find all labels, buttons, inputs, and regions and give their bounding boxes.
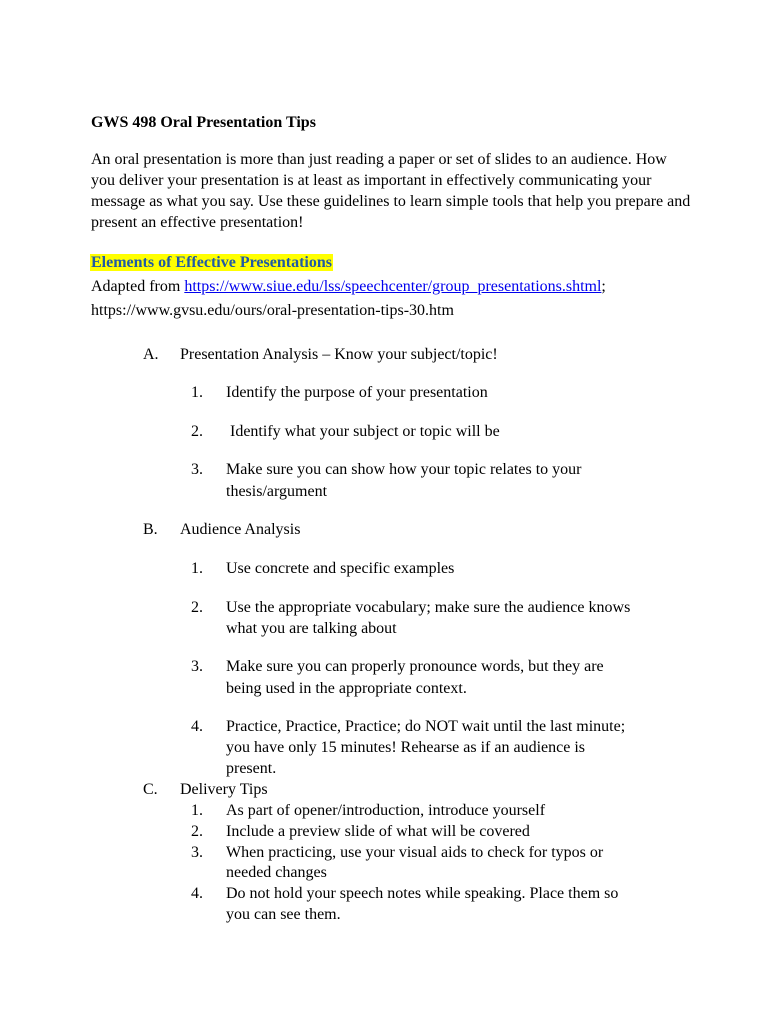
list-item-text: Use the appropriate vocabulary; make sure the audience knows	[226, 599, 631, 616]
list-item-text: Use concrete and specific examples	[226, 560, 455, 577]
siue-link[interactable]: https://www.siue.edu/lss/speechcenter/group_presentations.shtml	[184, 278, 602, 295]
list-item-text: what you are talking about	[226, 620, 397, 637]
list-number: 4.	[191, 718, 203, 735]
list-item-text: being used in the appropriate context.	[226, 680, 467, 697]
list-item-text: thesis/argument	[226, 483, 328, 500]
list-item-text: present.	[226, 760, 277, 777]
list-item-text: Identify what your subject or topic will be	[226, 423, 500, 440]
intro-paragraph: An oral presentation is more than just reading a paper or set of slides to an audience. How you deliver your presentation is at least as important in effectively communicating your message as what you say. Use these guidelines to learn simple tools that help you prepare and present an effective presentation!	[91, 151, 691, 231]
list-item-text: Make sure you can properly pronounce words, but they are	[226, 658, 604, 675]
section-heading-text: Elements of Effective Presentations	[91, 254, 332, 271]
list-number: 3.	[191, 844, 203, 861]
list-number: 3.	[191, 658, 203, 675]
list-item-text: As part of opener/introduction, introduce yourself	[226, 802, 546, 819]
section-letter: B.	[143, 521, 158, 538]
list-item-text: Practice, Practice, Practice; do NOT wait until the last minute;	[226, 718, 626, 735]
section-title: Audience Analysis	[180, 521, 301, 538]
list-number: 2.	[191, 423, 203, 440]
list-item-text: you can see them.	[226, 906, 341, 923]
document-title: GWS 498 Oral Presentation Tips	[91, 114, 316, 131]
adapted-separator: ;	[601, 278, 606, 295]
list-item-text: When practicing, use your visual aids to check for typos or	[226, 844, 604, 861]
section-letter: C.	[143, 781, 158, 798]
adapted-line	[91, 276, 606, 297]
list-number: 4.	[191, 885, 203, 902]
list-number: 2.	[191, 599, 203, 616]
section-heading	[90, 252, 333, 273]
list-item-text: Include a preview slide of what will be covered	[226, 823, 530, 840]
list-number: 1.	[191, 384, 203, 401]
list-number: 1.	[191, 560, 203, 577]
gvsu-source: https://www.gvsu.edu/ours/oral-presentation-tips-30.htm	[91, 302, 454, 319]
section-title: Presentation Analysis – Know your subject/topic!	[180, 346, 498, 363]
list-number: 1.	[191, 802, 203, 819]
list-item-text: Do not hold your speech notes while speaking. Place them so	[226, 885, 619, 902]
list-item-text: you have only 15 minutes! Rehearse as if an audience is	[226, 739, 585, 756]
list-item-text: Identify the purpose of your presentation	[226, 384, 488, 401]
adapted-prefix: Adapted from	[91, 278, 185, 295]
list-item-text: Make sure you can show how your topic relates to your	[226, 461, 582, 478]
list-number: 3.	[191, 461, 203, 478]
section-title: Delivery Tips	[180, 781, 268, 798]
list-number: 2.	[191, 823, 203, 840]
list-item-text: needed changes	[226, 864, 327, 881]
section-letter: A.	[143, 346, 159, 363]
